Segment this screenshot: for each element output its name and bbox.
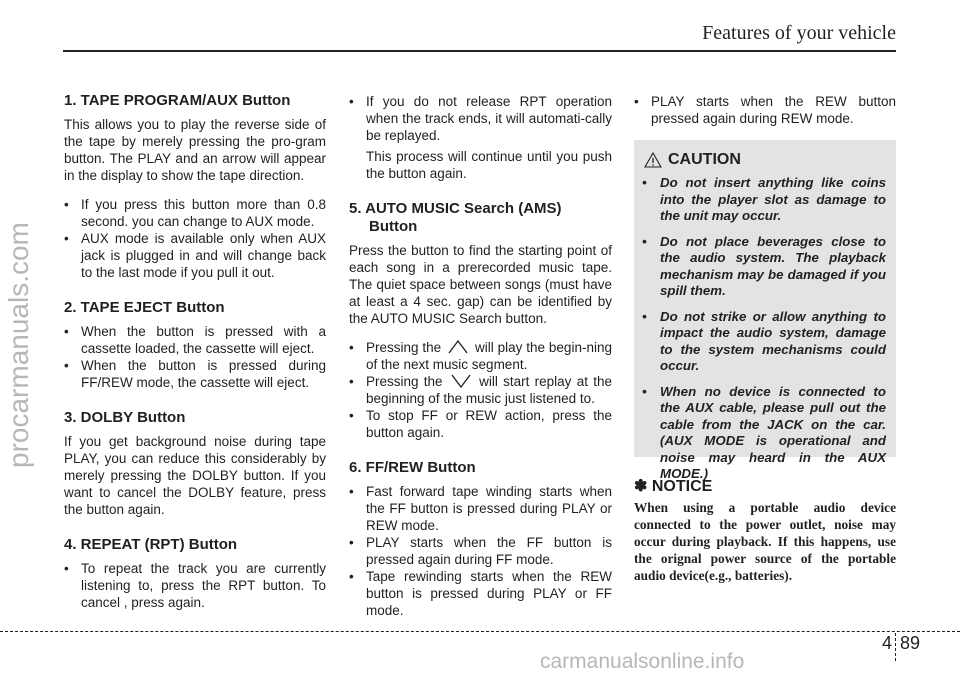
caution-title: CAUTION [668, 151, 741, 168]
list-item: • Tape rewinding starts when the REW button is pressed during PLAY or FF mode. [349, 568, 612, 619]
heading-tape-program: 1. TAPE PROGRAM/AUX Button [64, 92, 291, 109]
column-left [64, 92, 326, 611]
page-number-separator [895, 633, 896, 661]
list-item: • PLAY starts when the REW button pressed again during REW mode. [634, 93, 896, 127]
list-item: • If you do not release RPT operation when the track ends, it will automati-cally be replayed. [349, 93, 612, 144]
list-item: • When no device is connected to the AUX cable, please pull out the cable from the JACK on the car. (AUX MODE is operational and noise may heard in the AUX MODE.) [642, 384, 886, 483]
list-item [349, 339, 612, 373]
column-middle [349, 93, 612, 619]
list-item: • Fast forward tape winding starts when the FF button is pressed during PLAY or REW mode. [349, 483, 612, 534]
column-right [634, 93, 896, 127]
notice-title: ✽ NOTICE [634, 478, 713, 495]
list-item: • When the button is pressed during FF/REW mode, the cassette will eject. [64, 357, 326, 391]
paragraph-dolby: If you get background noise during tape PLAY, you can reduce this considerably by merely pressing the DOLBY button. If you want to cancel the DOLBY feature, press the button again. [64, 434, 326, 517]
list-item: • If you press this button more than 0.8 second. you can change to AUX mode. [64, 196, 326, 230]
notice-block [634, 476, 896, 584]
chevron-up-icon [445, 340, 471, 354]
list-item: • To repeat the track you are currently listening to, press the RPT button. To cancel , press again. [64, 560, 326, 611]
side-watermark: procarmanuals.com [3, 222, 34, 468]
ams-prev-pre: Pressing the [366, 374, 443, 389]
footer-rule [0, 631, 960, 632]
caution-heading [644, 151, 741, 169]
heading-tape-eject: 2. TAPE EJECT Button [64, 299, 225, 316]
list-item: • PLAY starts when the FF button is pressed again during FF mode. [349, 534, 612, 568]
heading-ff-rew: 6. FF/REW Button [349, 459, 476, 476]
heading-dolby: 3. DOLBY Button [64, 409, 186, 426]
list-rew-cont [634, 93, 896, 127]
list-ff-rew [349, 483, 612, 619]
paragraph-repeat-cont: This process will continue until you push the button again. [366, 149, 612, 181]
list-tape-program [64, 196, 326, 281]
list-item: • Do not strike or allow anything to impact the audio system, damage to the system mechanisms could occur. [642, 309, 886, 375]
list-item: • Do not insert anything like coins into the player slot as damage to the unit may occur. [642, 175, 886, 225]
list-item: • Do not place beverages close to the audio system. The playback mechanism may be damaged if you spill them. [642, 234, 886, 300]
warning-triangle-icon [644, 152, 662, 168]
heading-repeat: 4. REPEAT (RPT) Button [64, 536, 238, 553]
section-title: Features of your vehicle [702, 22, 896, 44]
list-tape-eject [64, 323, 326, 391]
ams-next-pre: Pressing the [366, 340, 442, 355]
notice-body: When using a portable audio device connected to the power outlet, noise may occur during playback. If this happens, use the orignal power source of the portable audio device(e.g., batteries). [634, 500, 896, 583]
ams-prev-post: will start replay at the beginning of the music just listened to. [366, 374, 612, 406]
paragraph-ams: Press the button to find the starting point of each song in a prerecorded music tape. The quiet space between songs (must have at least a 4 sec. gap) can be identified by the AUTO MUSIC Search button. [349, 243, 612, 326]
list-item [349, 373, 612, 407]
chevron-down-icon [448, 374, 474, 388]
list-repeat-cont [349, 93, 612, 144]
paragraph-tape-program: This allows you to play the reverse side of the tape by merely pressing the pro-gram button. The PLAY and an arrow will appear in the display to show the tape direction. [64, 117, 326, 183]
bottom-watermark: carmanualsonline.info [540, 650, 745, 673]
caution-box [634, 140, 896, 481]
list-item: • When the button is pressed with a cassette loaded, the cassette will eject. [64, 323, 326, 357]
list-repeat [64, 560, 326, 611]
header-rule [63, 50, 896, 52]
caution-list [642, 175, 886, 492]
heading-ams: 5. AUTO MUSIC Search (AMS) Button [349, 200, 562, 235]
chapter-number: 4 [882, 633, 893, 653]
page-number: 89 [900, 633, 921, 653]
list-item: • To stop FF or REW action, press the button again. [349, 407, 612, 441]
list-ams [349, 339, 612, 441]
list-item: • AUX mode is available only when AUX jack is plugged in and will change back to the last mode if you pull it out. [64, 230, 326, 281]
ams-next-post: will play the begin-ning of the next music segment. [366, 340, 612, 372]
